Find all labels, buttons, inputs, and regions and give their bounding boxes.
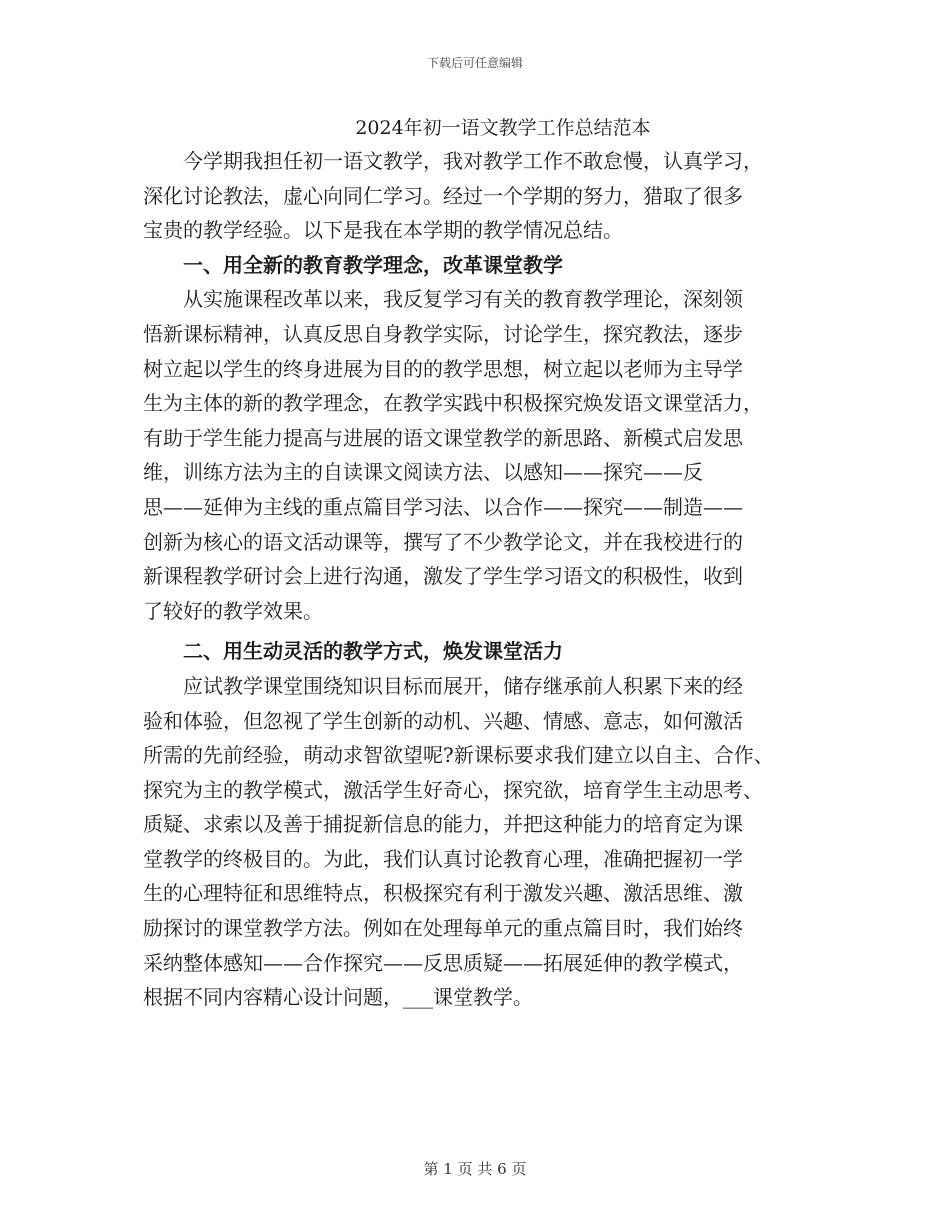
section-2-paragraph [143,669,823,1015]
paragraph-line: 深化讨论教法，虚心向同仁学习。经过一个学期的努力，猎取了很多 [143,183,743,208]
paragraph-line: 了较好的教学效果。 [143,598,323,623]
paragraph-line: 根据不同内容精心设计问题，___课堂教学。 [143,985,533,1010]
paragraph-line: 新课程教学研讨会上进行沟通，激发了学生学习语文的积极性，收到 [143,564,743,589]
paragraph-line: 质疑、求索以及善于捕捉新信息的能力，并把这种能力的培育定为课 [143,812,743,837]
paragraph-line: 维，训练方法为主的自读课文阅读方法、以感知——探究——反 [143,460,703,485]
paragraph-line: 悟新课标精神，认真反思自身教学实际，讨论学生，探究教法，逐步 [143,321,743,346]
paragraph-line: 创新为核心的语文活动课等，撰写了不少教学论文，并在我校进行的 [143,529,743,554]
section-1-paragraph [143,282,823,628]
document-title: 2024年初一语文教学工作总结范本 [355,117,651,139]
paragraph-line: 思——延伸为主线的重点篇目学习法、以合作——探究——制造—— [143,494,743,519]
paragraph-line: 今学期我担任初一语文教学，我对教学工作不敢怠慢，认真学习， [183,149,763,173]
paragraph-line: 应试教学课堂围绕知识目标而展开，储存继承前人积累下来的经 [183,673,743,698]
section-heading-2: 二、用生动灵活的教学方式，焕发课堂活力 [183,639,563,664]
paragraph-line: 验和体验，但忽视了学生创新的动机、兴趣、情感、意志，如何激活 [143,708,743,733]
paragraph-line: 励探讨的课堂教学方法。例如在处理每单元的重点篇目时，我们始终 [143,916,743,941]
paragraph-line: 采纳整体感知——合作探究——反思质疑——拓展延伸的教学模式， [143,950,743,975]
paragraph-line: 宝贵的教学经验。以下是我在本学期的教学情况总结。 [143,218,623,243]
document-body [143,112,823,1015]
page-footer: 第 1 页 共 6 页 [423,1160,527,1178]
paragraph-line: 从实施课程改革以来，我反复学习有关的教育教学理论，深刻领 [183,287,743,312]
section-heading-1: 一、用全新的教育教学理念，改革课堂教学 [183,252,563,277]
paragraph-line: 有助于学生能力提高与进展的语文课堂教学的新思路、新模式启发思 [143,425,743,450]
page-header: 下载后可任意编辑 [426,56,523,70]
intro-paragraph [143,144,823,248]
paragraph-line: 所需的先前经验，萌动求智欲望呢?新课标要求我们建立以自主、合作、 [143,743,774,768]
paragraph-line: 探究为主的教学模式，激活学生好奇心，探究欲，培育学生主动思考、 [143,777,763,802]
paragraph-line: 堂教学的终极目的。为此，我们认真讨论教育心理，准确把握初一学 [143,846,743,871]
paragraph-line: 树立起以学生的终身进展为目的的教学思想，树立起以老师为主导学 [143,356,743,381]
paragraph-line: 生的心理特征和思维特点，积极探究有利于激发兴趣、激活思维、激 [143,881,743,906]
paragraph-line: 生为主体的新的教学理念，在教学实践中积极探究焕发语文课堂活力， [143,391,763,416]
